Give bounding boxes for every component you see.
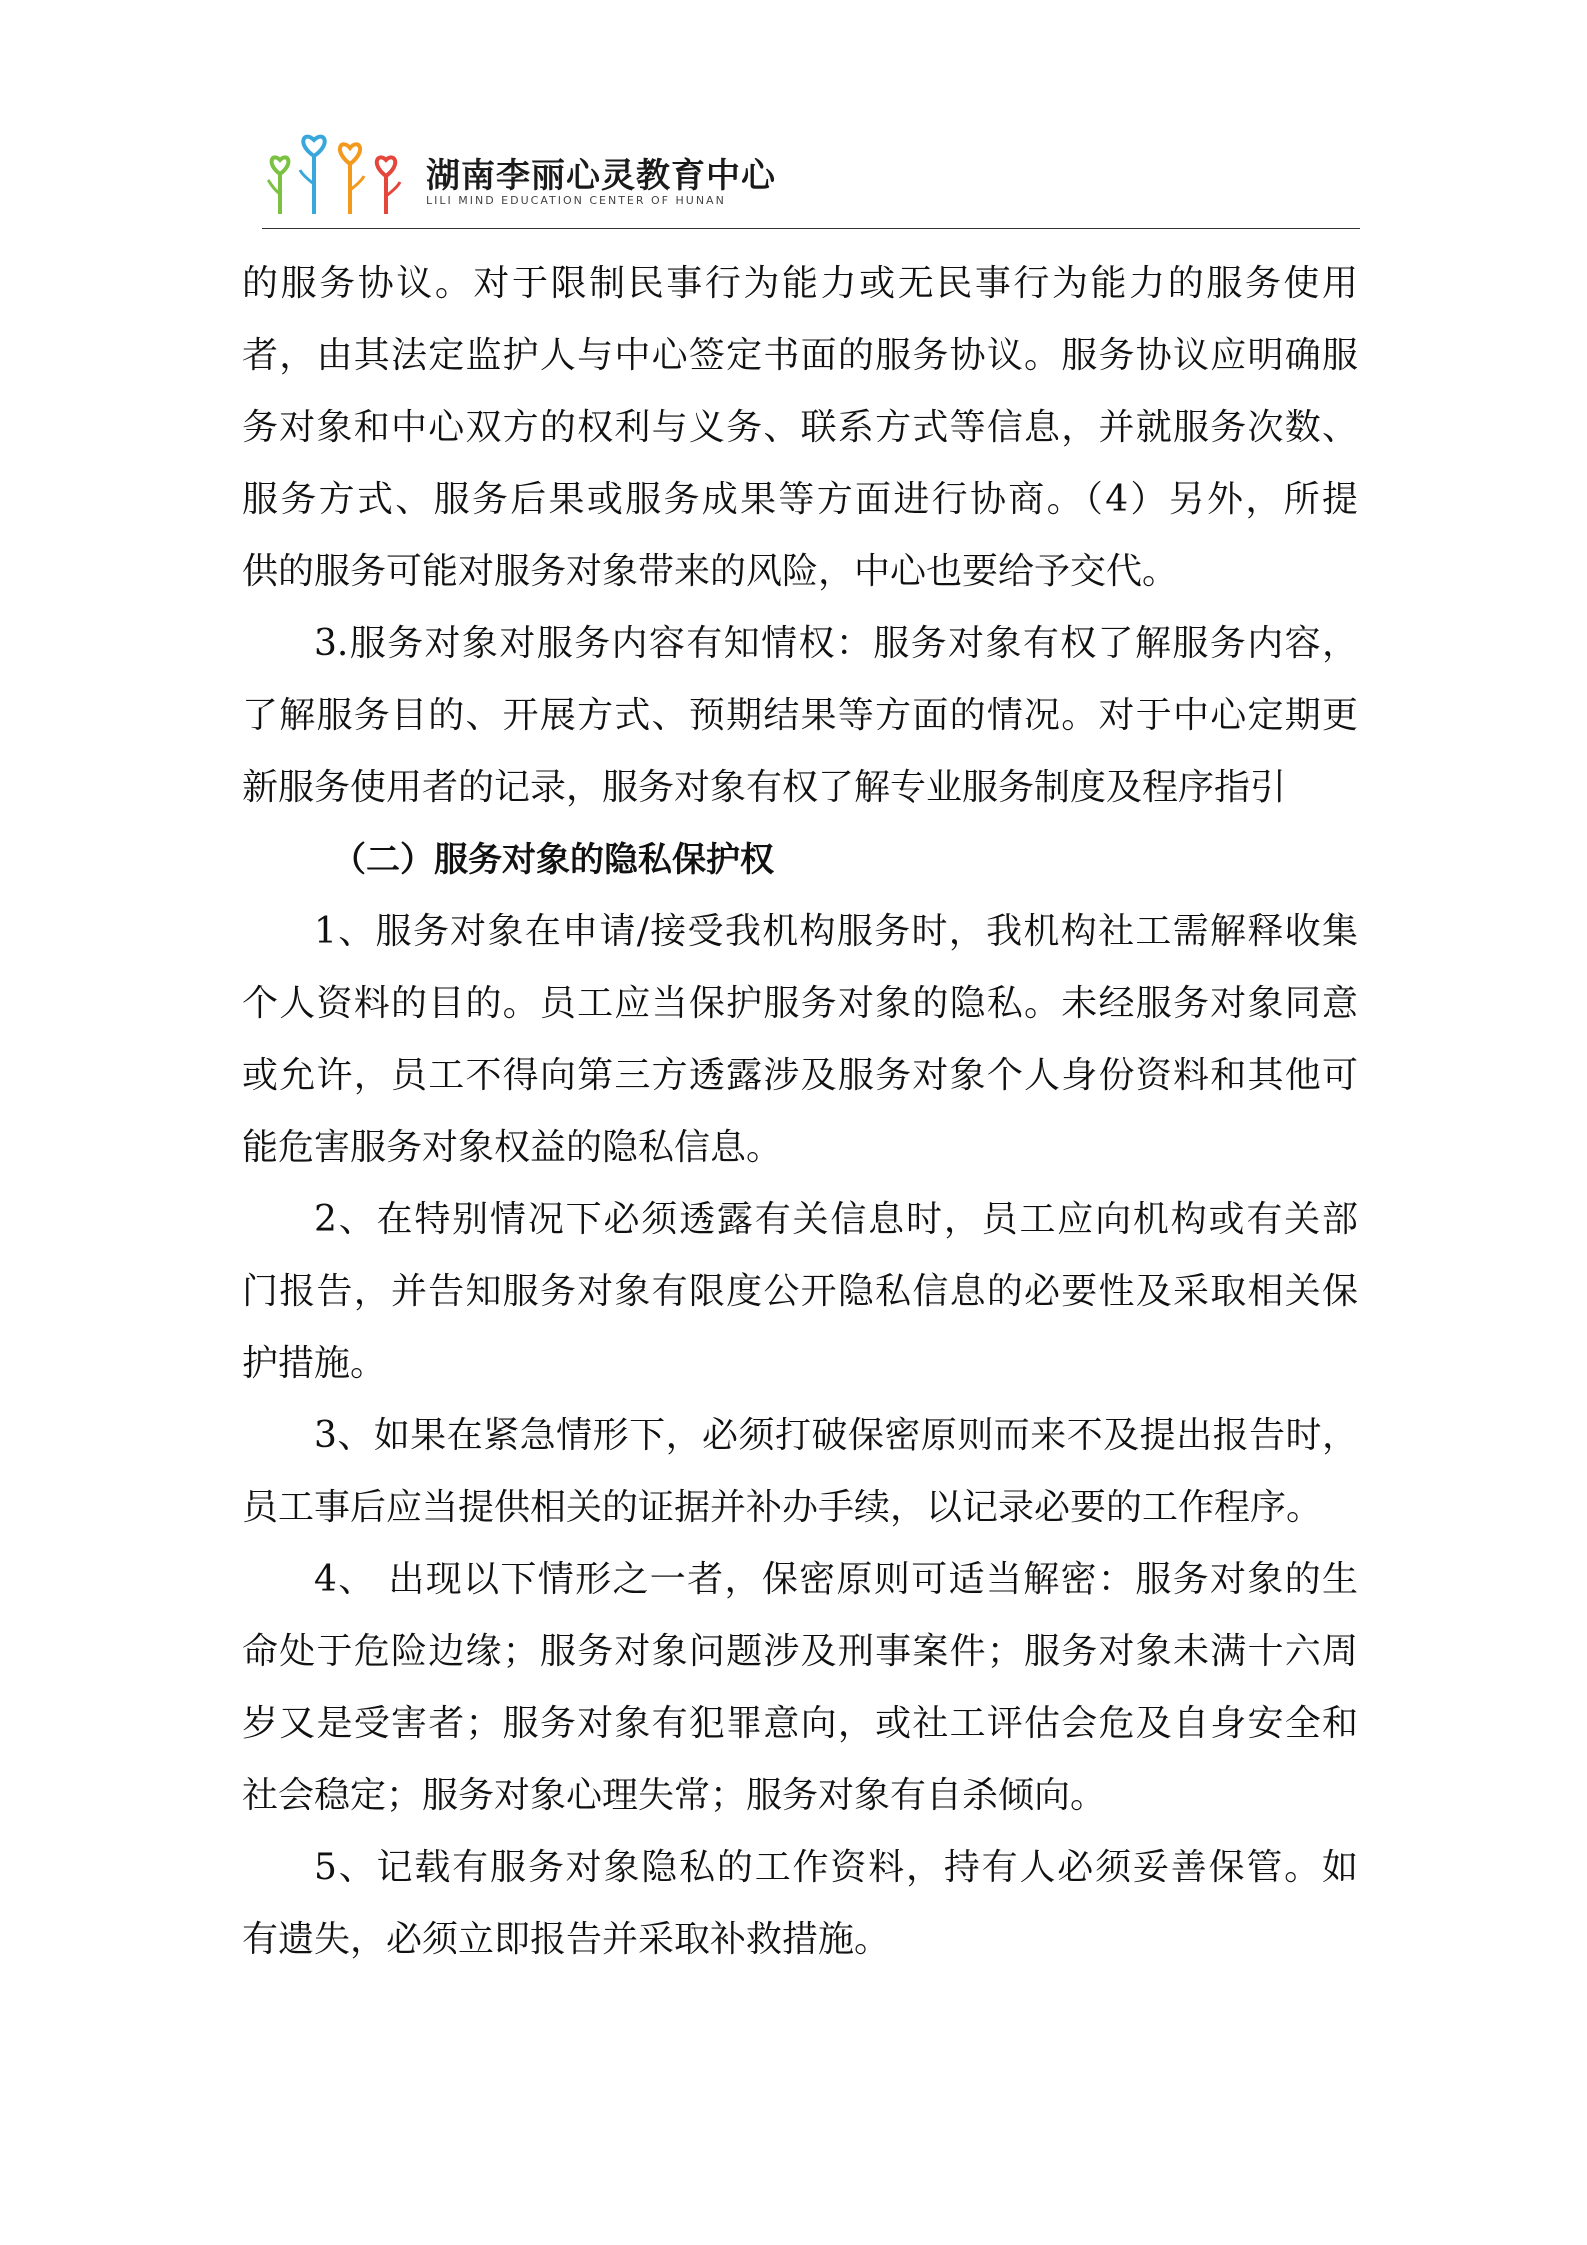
- document-body: [242, 248, 1358, 1976]
- paragraph: [242, 896, 1358, 1184]
- four-heart-flowers-logo-icon: [262, 130, 412, 216]
- text-line: 3.服务对象对服务内容有知情权：服务对象有权了解服务内容，: [314, 623, 1358, 664]
- text-line: 的服务协议。对于限制民事行为能力或无民事行为能力的服务使用: [242, 263, 1358, 304]
- text-line: 服务方式、服务后果或服务成果等方面进行协商。（4）另外，所提: [242, 479, 1358, 520]
- text-line: 个人资料的目的。员工应当保护服务对象的隐私。未经服务对象同意: [242, 983, 1358, 1024]
- logo-text: [426, 156, 776, 208]
- paragraph: [242, 1400, 1358, 1544]
- text-line: 2、在特别情况下必须透露有关信息时，员工应向机构或有关部: [314, 1199, 1358, 1240]
- text-line: 社会稳定；服务对象心理失常；服务对象有自杀倾向。: [242, 1775, 1107, 1816]
- paragraph: [242, 1832, 1358, 1976]
- text-line: 门报告，并告知服务对象有限度公开隐私信息的必要性及采取相关保: [242, 1271, 1358, 1312]
- text-line: 务对象和中心双方的权利与义务、联系方式等信息，并就服务次数、: [242, 407, 1358, 448]
- logo-title: 湖南李丽心灵教育中心: [426, 156, 776, 196]
- paragraph: [242, 248, 1358, 608]
- header-divider: [262, 228, 1360, 229]
- text-line: 者，由其法定监护人与中心签定书面的服务协议。服务协议应明确服: [242, 335, 1358, 376]
- text-line: 新服务使用者的记录，服务对象有权了解专业服务制度及程序指引: [242, 767, 1287, 808]
- text-line: 1、服务对象在申请/接受我机构服务时，我机构社工需解释收集: [314, 911, 1358, 952]
- section-heading: （二）服务对象的隐私保护权: [332, 840, 774, 880]
- text-line: 员工事后应当提供相关的证据并补办手续，以记录必要的工作程序。: [242, 1487, 1323, 1528]
- text-line: 了解服务目的、开展方式、预期结果等方面的情况。对于中心定期更: [242, 695, 1358, 736]
- text-line: 5、记载有服务对象隐私的工作资料，持有人必须妥善保管。如: [314, 1847, 1358, 1888]
- text-line: 3、如果在紧急情形下，必须打破保密原则而来不及提出报告时，: [314, 1415, 1358, 1456]
- logo-subtitle: LILI MIND EDUCATION CENTER OF HUNAN: [426, 194, 726, 207]
- text-line: 岁又是受害者；服务对象有犯罪意向，或社工评估会危及自身安全和: [242, 1703, 1358, 1744]
- text-line: 或允许，员工不得向第三方透露涉及服务对象个人身份资料和其他可: [242, 1055, 1358, 1096]
- paragraph: [242, 608, 1358, 824]
- text-line: 供的服务可能对服务对象带来的风险，中心也要给予交代。: [242, 551, 1179, 592]
- text-line: 有遗失，必须立即报告并采取补救措施。: [242, 1919, 891, 1960]
- paragraph: [242, 1544, 1358, 1832]
- text-line: 能危害服务对象权益的隐私信息。: [242, 1127, 783, 1168]
- page-header: [262, 130, 1360, 230]
- text-line: 护措施。: [242, 1343, 387, 1384]
- paragraph: [242, 1184, 1358, 1400]
- text-line: 命处于危险边缘；服务对象问题涉及刑事案件；服务对象未满十六周: [242, 1631, 1358, 1672]
- text-line: 4、 出现以下情形之一者，保密原则可适当解密：服务对象的生: [314, 1559, 1358, 1600]
